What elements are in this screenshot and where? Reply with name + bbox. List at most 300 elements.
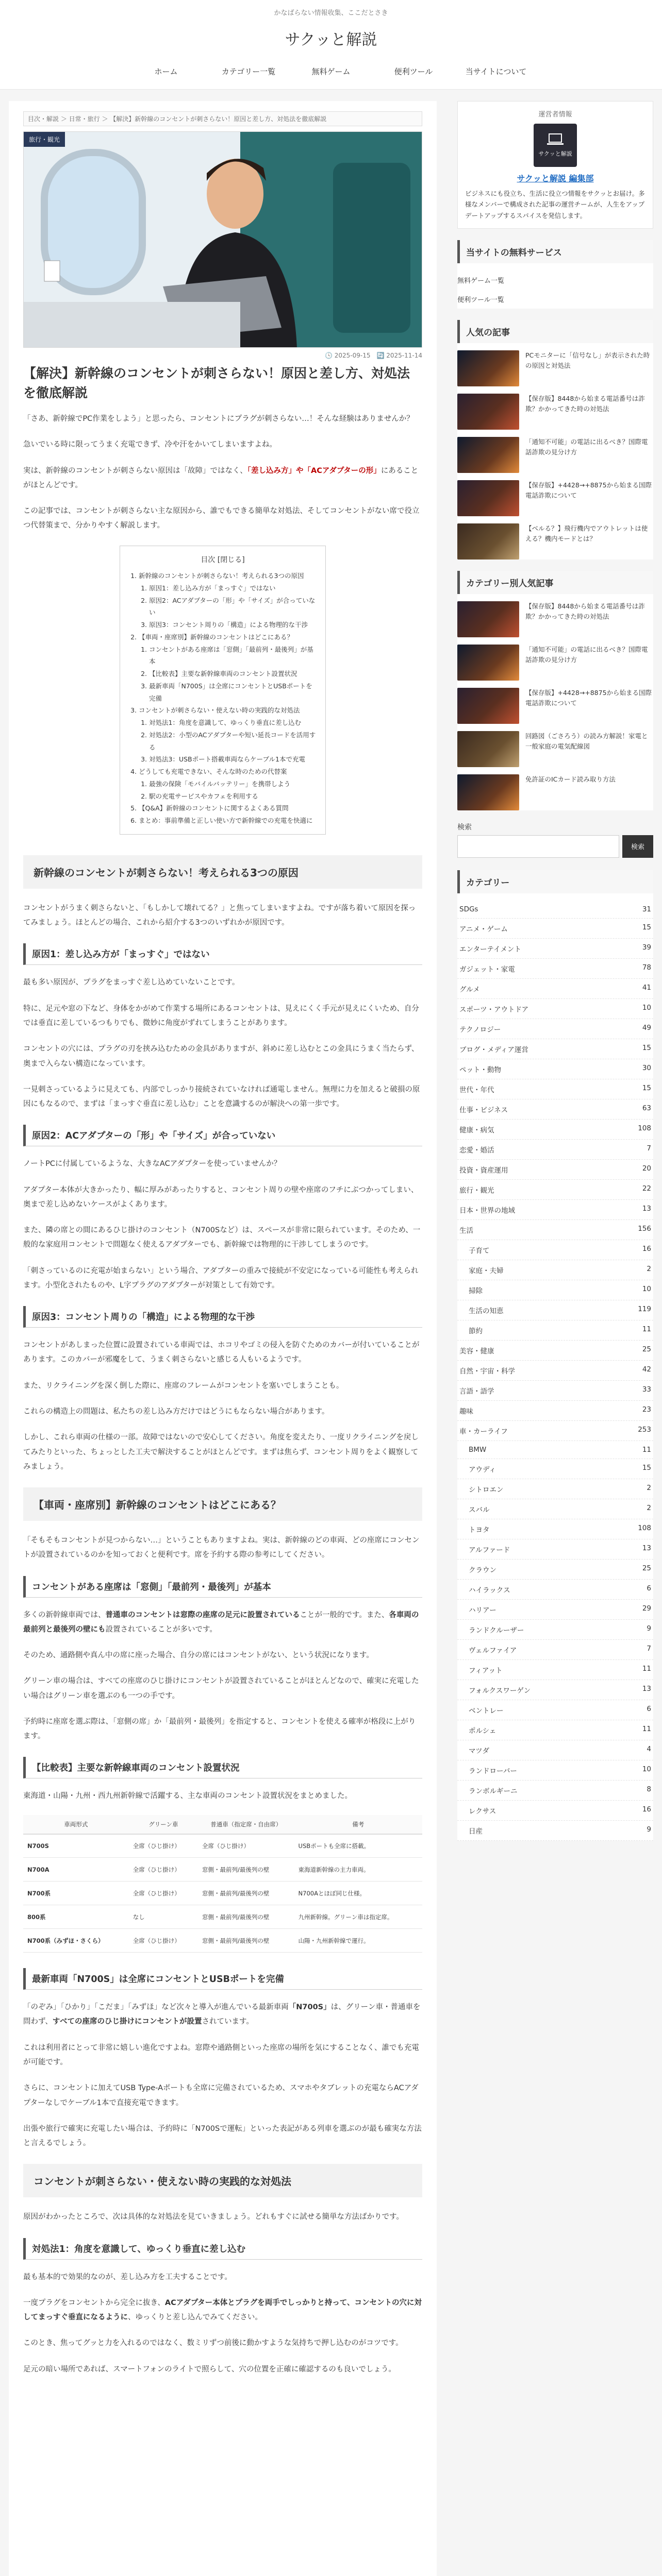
paragraph: 多くの新幹線車両では、普通車のコンセントは窓際の座席の足元に設置されていることが一般的です。また、各車両の最前列と最後列の壁にも設置されていることが多いです。 [23,1611,419,1634]
category-item[interactable] [457,999,653,1019]
category-name[interactable]: シトロエン [469,1485,504,1494]
post-thumbnail[interactable] [457,601,519,637]
paragraph: 特に、足元や窓の下など、身体をかがめて作業する場所にあるコンセントは、見えにくく手元が見えにくいため、自分では垂直に差しているつもりでも、微妙に角度がずれてしまうことがあります。 [23,1004,419,1027]
link-free-games[interactable]: 無料ゲーム一覧 [457,277,505,285]
toc-sublist [149,717,316,766]
category-count: 16 [642,1244,651,1253]
category-item[interactable] [457,1760,653,1781]
category-count: 29 [642,1604,651,1613]
category-item[interactable] [457,1421,653,1441]
category-item[interactable] [457,1519,653,1539]
paragraph: 「そもそもコンセントが見つからない…」ということもありますよね。実は、新幹線のどの車両、どの座席にコンセントが設置されているのかを知っておくと便利です。席を予約する際の参考にしてください。 [23,1536,420,1560]
category-count: 25 [642,1564,651,1572]
category-count: 31 [642,905,651,913]
category-count: 108 [638,1124,651,1132]
category-item[interactable] [457,1019,653,1039]
paragraph: アダプター本体が大きかったり、幅に厚みがあったりすると、コンセント周りの壁や座席のフチにぶつかってしまい、奥まで差し込めないケースがよくあります。 [23,1185,419,1209]
category-item[interactable] [457,1320,653,1341]
table-cell: 全席（ひじ掛け） [129,1858,198,1882]
category-name[interactable]: エンターテイメント [459,945,521,954]
popular-post[interactable] [457,437,653,473]
category-name[interactable]: ヴェルファイア [469,1646,517,1655]
category-name[interactable]: フィアット [469,1666,503,1675]
table-cell: N700Aとほぼ同じ仕様。 [294,1882,422,1905]
category-item[interactable] [457,1180,653,1200]
paragraph: また、隣の席との間にあるひじ掛けのコンセント（N700Sなど）は、スペースが非常に限られています。そのため、一般的な家庭用コンセントで問題なく使えるアダプターでも、新幹線では物理的に干渉してしまうのです。 [23,1226,421,1249]
categories-widget [457,870,653,1841]
table-header: 車両形式 [23,1815,129,1834]
subsection-heading: 原因3：コンセント周りの「構造」による物理的な干渉 [23,1306,422,1328]
toc-subitem[interactable]: 1. 原因1：差し込み方が「まっすぐ」ではない [149,582,316,595]
table-of-contents [120,546,326,835]
subsection-heading: コンセントがある座席は「窓側」「最前列・最後列」が基本 [23,1576,422,1598]
comparison-table [23,1815,422,1953]
table-cell: N700系 [23,1882,129,1905]
widget-title: カテゴリー別人気記事 [457,571,653,594]
widget-title: カテゴリー [457,870,653,893]
search-label: 検索 [457,823,472,832]
category-name[interactable]: ベントレー [469,1706,504,1715]
category-count: 10 [642,1284,651,1293]
category-count: 2 [647,1483,651,1492]
category-badge[interactable]: 旅行・観光 [24,132,65,147]
paragraph: 最も基本的で効果的なのが、差し込み方を工夫することです。 [23,2273,232,2281]
nav-tools[interactable]: 便利ツール [394,67,433,76]
post-thumbnail[interactable] [457,437,519,473]
category-item[interactable] [457,1160,653,1180]
nav-categories[interactable]: カテゴリー一覧 [221,67,276,76]
category-item[interactable] [457,1099,653,1120]
paragraph: これは利用者にとって非常に嬉しい進化ですよね。窓際や通路側といった座席の場所を気にすることなく、誰でも充電が可能です。 [23,2043,419,2066]
post-title[interactable]: 回路図（ごさろう）の読み方解説！家電と一般家庭の電気配線図 [525,732,648,750]
link-tools[interactable]: 便利ツール一覧 [457,296,504,304]
category-name[interactable]: 世代・年代 [459,1086,494,1094]
category-count: 30 [642,1063,651,1072]
category-item[interactable] [457,1220,653,1240]
laptop-icon [547,133,564,146]
toc-item[interactable]: 2. 【車両・座席別】新幹線のコンセントはどこにある？ [139,631,316,643]
category-count: 253 [638,1425,651,1434]
operator-profile [457,101,653,229]
toc-item[interactable]: 1. 新幹線のコンセントが刺さらない！考えられる3つの原因 [139,570,316,582]
category-count: 25 [642,1345,651,1353]
paragraph: 実は、新幹線のコンセントが刺さらない原因は「故障」ではなく、「差し込み方」や「ACアダプターの形」にあることがほとんどです。 [23,466,419,489]
category-count: 15 [642,923,651,931]
category-item[interactable] [457,1361,653,1381]
paragraph: この記事では、コンセントが刺さらない主な原因から、誰でもできる簡単な対処法、そしてコンセントがない席で役立つ代替策まで、分かりやすく解説します。 [23,507,420,530]
category-name[interactable]: 生活の知恵 [469,1307,504,1315]
paragraph: 一度プラグをコンセントから完全に抜き、ACアダプター本体とプラグを両手でしっかりと持って、コンセントの穴に対してまっすぐ垂直になるように、ゆっくりと差し込んでみてください。 [23,2298,422,2322]
category-count: 108 [638,1523,651,1532]
category-name[interactable]: ブログ・メディア運営 [459,1045,528,1054]
category-item[interactable] [457,1240,653,1260]
category-count: 7 [647,1144,651,1153]
category-item[interactable] [457,1740,653,1760]
category-item[interactable] [457,1479,653,1499]
category-count: 11 [642,1724,651,1733]
category-count: 4 [647,1744,651,1753]
category-count: 7 [647,1644,651,1653]
toc-sublist [149,582,316,631]
category-name[interactable]: 子育て [469,1246,490,1255]
category-name[interactable]: 車・カーライフ [459,1427,508,1436]
paragraph: また、リクライニングを深く倒した際に、座席のフレームがコンセントを塞いでしまうことも。 [23,1381,344,1390]
operator-name-link[interactable]: サクッと解説 編集部 [517,174,594,183]
category-name[interactable]: ランボルギーニ [469,1787,518,1795]
post-dates: 🕓 2025-09-15 🔄 2025-11-14 [325,352,422,359]
table-row [23,1929,422,1953]
table-cell: 山陽・九州新幹線で運行。 [294,1929,422,1953]
category-count: 9 [647,1825,651,1834]
category-count: 15 [642,1043,651,1052]
category-item[interactable] [457,1381,653,1401]
sidebar [457,101,653,2576]
post-thumbnail[interactable] [457,688,519,724]
category-count: 13 [642,1684,651,1693]
avatar: サクッと解説 [534,124,577,167]
category-item[interactable] [457,1560,653,1580]
category-popular-posts [457,571,653,810]
category-item[interactable] [457,1539,653,1560]
popular-post[interactable] [457,394,653,430]
post-thumbnail[interactable] [457,480,519,516]
hero-illustration [24,132,422,348]
post-title[interactable]: PCモニターに「信号なし」が表示された時の原因と対処法 [525,351,650,369]
table-cell: 窓側・最前列/最後列の壁 [198,1882,294,1905]
popular-post[interactable] [457,774,653,810]
category-item[interactable] [457,1680,653,1700]
category-count: 10 [642,1765,651,1773]
post-thumbnail[interactable] [457,394,519,430]
category-count: 9 [647,1624,651,1633]
toc-subitem[interactable]: 1. 最強の保険「モバイルバッテリー」を携帯しよう [149,778,316,790]
nav-home[interactable]: ホーム [154,67,178,76]
nav-about[interactable]: 当サイトについて [465,67,527,76]
category-item[interactable] [457,939,653,959]
category-item[interactable] [457,1459,653,1479]
table-cell: 九州新幹線。グリーン車は指定席。 [294,1905,422,1929]
category-name[interactable]: ポルシェ [469,1726,496,1735]
toc-subitem[interactable]: 2. 対処法2：小型のACアダプターや短い延長コードを活用する [149,729,316,754]
category-name[interactable]: アウディ [469,1465,496,1474]
table-cell: USBポートも全席に搭載。 [294,1834,422,1858]
subsection-heading: 最新車両「N700S」は全席にコンセントとUSBポートを完備 [23,1968,422,1990]
widget-title: 人気の記事 [457,320,653,343]
category-count: 63 [642,1104,651,1112]
global-nav [0,54,662,90]
category-name[interactable]: 言語・語学 [459,1387,494,1396]
widget-title: 当サイトの無料サービス [457,240,653,263]
popular-post[interactable] [457,480,653,516]
category-count: 15 [642,1083,651,1092]
popular-post[interactable] [457,601,653,637]
table-cell: 東海道新幹線の主力車両。 [294,1858,422,1882]
post-thumbnail[interactable] [457,731,519,767]
table-cell: 800系 [23,1905,129,1929]
category-name[interactable]: ランドクルーザー [469,1626,524,1635]
table-cell: N700S [23,1834,129,1858]
category-name[interactable]: 投資・資産運用 [459,1166,508,1175]
category-count: 2 [647,1264,651,1273]
section-heading: 新幹線のコンセントが刺さらない！考えられる3つの原因 [23,855,422,889]
category-item[interactable] [457,1821,653,1841]
search-input[interactable] [457,835,619,858]
table-cell: 全席（ひじ掛け） [129,1882,198,1905]
paragraph: 「さあ、新幹線でPC作業をしよう」と思ったら、コンセントにプラグが刺さらない…！そんな経験はありませんか？ [23,415,414,423]
post-title[interactable]: 【保存版】8448から始まる電話番号は詐欺？かかってきた時の対処法 [525,394,645,413]
toc-item[interactable]: 3. コンセントが刺さらない・使えない時の実践的な対処法 [139,704,316,717]
category-count: 10 [642,1003,651,1012]
table-cell: 全席（ひじ掛け） [129,1929,198,1953]
paragraph: 予約時に座席を選ぶ際は、「窓側の席」か「最前列・最後列」を指定すると、コンセントを使える確率が格段に上がります。 [23,1717,416,1741]
paragraph: グリーン車の場合は、すべての座席のひじ掛けにコンセントが設置されていることがほとんどなので、確実に充電したい場合はグリーン車を選ぶのも一つの手です。 [23,1677,419,1700]
category-item[interactable] [457,1620,653,1640]
popular-post[interactable] [457,688,653,724]
category-count: 11 [642,1445,651,1454]
category-name[interactable]: 掃除 [469,1286,483,1295]
category-name[interactable]: ガジェット・家電 [459,965,515,974]
paragraph: 足元の暗い場所であれば、スマートフォンのライトで照らして、穴の位置を正確に確認するのも良いでしょう。 [23,2365,396,2374]
category-name[interactable]: 自然・宇宙・科学 [459,1367,515,1376]
paragraph: このとき、焦ってグッと力を入れるのではなく、数ミリずつ前後に動かすような気持ちで押し込むのがコツです。 [23,2339,403,2348]
category-name[interactable]: 仕事・ビジネス [459,1106,508,1114]
category-item[interactable] [457,1260,653,1280]
category-name[interactable]: 生活 [459,1226,473,1235]
table-cell: なし [129,1905,198,1929]
table-cell: 窓側・最前列/最後列の壁 [198,1858,294,1882]
category-name[interactable]: ハリアー [469,1606,496,1615]
breadcrumb[interactable]: 目次・解説 ＞ 日常・旅行 ＞ 【解決】新幹線のコンセントが刺さらない！原因と差し方、対処法を徹底解説 [23,111,422,126]
toc-subitem[interactable]: 3. 原因3：コンセント周りの「構造」による物理的な干渉 [149,619,316,631]
table-row [23,1858,422,1882]
toc-subitem[interactable]: 1. コンセントがある座席は「窓側」「最前列・最後列」が基本 [149,643,316,668]
category-count: 23 [642,1405,651,1414]
post-title[interactable]: 免許証のICカード読み取り方法 [525,775,616,783]
category-name[interactable]: 日産 [469,1827,483,1836]
category-name[interactable]: レクサス [469,1807,496,1816]
category-item[interactable] [457,1660,653,1680]
subsection-heading: 原因2：ACアダプターの「形」や「サイズ」が合っていない [23,1125,422,1146]
category-item[interactable] [457,1280,653,1300]
table-cell: 全席（ひじ掛け） [198,1834,294,1858]
category-item[interactable] [457,1781,653,1801]
free-services [457,240,653,309]
category-count: 156 [638,1224,651,1233]
site-logo[interactable]: サクッと解説 [0,23,662,54]
toc-subitem[interactable]: 3. 対処法3：USBポート搭載車両ならケーブル1本で充電 [149,753,316,766]
paragraph: コンセントがうまく刺さらないと、「もしかして壊れてる？」と焦ってしまいますよね。ですが落ち着いて原因を探ってみましょう。ほとんどの場合、これから紹介する3つのいずれかが原因です。 [23,904,416,927]
section-heading: 【車両・座席別】新幹線のコンセントはどこにある？ [23,1487,422,1521]
post-thumbnail[interactable] [457,523,519,560]
category-item[interactable] [457,1120,653,1140]
post-title[interactable]: 【保存版】+4428→+8875から始まる国際電話詐欺について [525,688,652,707]
category-item[interactable] [457,1499,653,1519]
popular-post[interactable] [457,350,653,386]
category-count: 13 [642,1204,651,1213]
paragraph: ノートPCに付属しているような、大きなACアダプターを使っていませんか？ [23,1160,282,1168]
table-cell: N700系（みずほ・さくら） [23,1929,129,1953]
category-name[interactable]: テクノロジー [459,1025,501,1034]
hero-image [23,131,422,348]
paragraph: そのため、通路側や真ん中の席に座った場合、自分の席にはコンセントがない、という状況になります。 [23,1651,374,1660]
category-item[interactable] [457,1140,653,1160]
category-item[interactable] [457,1341,653,1361]
category-name[interactable]: SDGs [459,905,478,913]
category-name[interactable]: ランドローバー [469,1767,517,1775]
category-name[interactable]: 健康・病気 [459,1126,494,1134]
category-count: 41 [642,983,651,992]
category-count: 22 [642,1184,651,1193]
category-name[interactable]: 日本・世界の地域 [459,1206,515,1215]
table-cell: 窓側・最前列/最後列の壁 [198,1929,294,1953]
post-thumbnail[interactable] [457,350,519,386]
paragraph: 原因がわかったところで、次は具体的な対処法を見ていきましょう。どれもすぐに試せる簡単な方法ばかりです。 [23,2213,404,2222]
subsection-heading: 原因1：差し込み方が「まっすぐ」ではない [23,943,422,965]
category-item[interactable] [457,1441,653,1459]
category-name[interactable]: スバル [469,1505,490,1514]
category-count: 11 [642,1325,651,1333]
category-item[interactable] [457,979,653,999]
search-form [457,835,653,858]
category-item[interactable] [457,1600,653,1620]
category-item[interactable] [457,1580,653,1600]
category-name[interactable]: 恋愛・婚活 [459,1146,494,1155]
paragraph: 「のぞみ」「ひかり」「こだま」「みずほ」など次々と導入が進んでいる最新車両「N700S」は、グリーン車・普通車を問わず、すべての座席のひじ掛けにコンセントが設置されています。 [23,2003,421,2026]
category-name[interactable]: マツダ [469,1747,489,1755]
category-count: 13 [642,1544,651,1552]
toc-item[interactable]: 4. どうしても充電できない、そんな時のための代替案 [139,766,316,778]
table-cell: 窓側・最前列/最後列の壁 [198,1905,294,1929]
category-name[interactable]: フォルクスワーゲン [469,1686,531,1695]
category-count: 39 [642,943,651,952]
paragraph: 東海道・山陽・九州・西九州新幹線で活躍する、主な車両のコンセント設置状況をまとめました。 [23,1792,352,1801]
popular-post[interactable] [457,523,653,560]
category-count: 16 [642,1805,651,1814]
post-title[interactable]: 【保存版】8448から始まる電話番号は詐欺？かかってきた時の対処法 [525,602,645,620]
toc-subitem[interactable]: 2. 原因2：ACアダプターの「形」や「サイズ」が合っていない [149,595,316,619]
category-name[interactable]: アニメ・ゲーム [459,925,508,934]
category-count: 20 [642,1164,651,1173]
category-item[interactable] [457,1079,653,1099]
category-name[interactable]: アルファード [469,1546,510,1554]
category-name[interactable]: 趣味 [459,1407,473,1416]
category-item[interactable] [457,1200,653,1220]
category-count: 42 [642,1365,651,1374]
category-count: 78 [642,963,651,972]
category-name[interactable]: ペット・動物 [459,1065,501,1074]
operator-description: ビジネスにも役立ち、生活に役立つ情報をサクッとお届け。多様なメンバーで構成された記事の運営チームが、人生をアップデートアップするスパイスを発信します。 [465,190,645,219]
table-cell: 全席（ひじ掛け） [129,1834,198,1858]
category-name[interactable]: 旅行・観光 [459,1186,494,1195]
popular-post[interactable] [457,731,653,767]
paragraph: 一見刺さっているように見えても、内部でしっかり接続されていなければ通電しません。無理に力を加えると破損の原因にもなるので、まずは「まっすぐ垂直に差し込む」ことを意識するのが解決への第一歩です。 [23,1085,420,1109]
category-item[interactable] [457,1700,653,1720]
category-name[interactable]: BMW [469,1445,487,1454]
category-name[interactable]: グルメ [459,985,480,994]
category-name[interactable]: スポーツ・アウトドア [459,1005,529,1014]
post-title[interactable]: 「通知不可能」の電話に出るべき？国際電話詐欺の見分け方 [525,645,648,664]
toc-subitem[interactable]: 2. 駅の充電サービスやカフェを利用する [149,790,316,803]
category-item[interactable] [457,1401,653,1421]
post-thumbnail[interactable] [457,645,519,681]
category-item[interactable] [457,959,653,979]
search-button[interactable]: 検索 [622,835,653,858]
article-main [9,101,437,2576]
category-name[interactable]: ハイラックス [469,1586,510,1595]
toc-subitem[interactable]: 1. 対処法1：角度を意識して、ゆっくり垂直に差し込む [149,717,316,729]
toc-sublist [149,778,316,803]
category-name[interactable]: 家庭・夫婦 [469,1266,504,1275]
category-count: 49 [642,1023,651,1032]
category-item[interactable] [457,919,653,939]
category-name[interactable]: トヨタ [469,1526,490,1534]
nav-free-games[interactable]: 無料ゲーム [311,67,351,76]
category-count: 8 [647,1785,651,1793]
category-item[interactable] [457,1640,653,1660]
category-count: 33 [642,1385,651,1394]
toc-item[interactable]: 6. まとめ：事前準備と正しい使い方で新幹線での充電を快適に [139,815,316,827]
category-item[interactable] [457,901,653,919]
paragraph: コンセントの穴には、プラグの刃を挟み込むための金具がありますが、斜めに差し込むとこの金具にうまく当たらず、奥まで入らない構造になっています。 [23,1045,419,1068]
category-item[interactable] [457,1059,653,1079]
toc-sublist [149,643,316,705]
category-item[interactable] [457,1039,653,1059]
category-count: 2 [647,1503,651,1512]
paragraph: 「刺さっているのに充電が始まらない」という場合、アダプターの重みで接続が不安定になっている可能性も考えられます。小型化されたものや、L字プラグのアダプターが対策として有効です。 [23,1266,419,1290]
operator-title: 運営者情報 [538,111,572,118]
subsection-heading: 【比較表】主要な新幹線車両のコンセント設置状況 [23,1757,422,1778]
toc-subitem[interactable]: 3. 最新車両「N700S」は全席にコンセントとUSBポートを完備 [149,680,316,705]
paragraph: 出張や旅行で確実に充電したい場合は、予約時に「N700Sで運転」といった表記がある列車を選ぶのが最も確実な方法と言えるでしょう。 [23,2124,422,2148]
post-title[interactable]: 【保存版】+4428→+8875から始まる国際電話詐欺について [525,481,652,499]
paragraph: これらの構造上の問題は、私たちの差し込み方だけではどうにもならない場合があります。 [23,1407,329,1416]
paragraph: コンセントがあしまった位置に設置されている車両では、ホコリやゴミの侵入を防ぐためのカバーが付いていることがあります。このカバーが邪魔をして、うまく刺さらないと感じる人もいるようです。 [23,1341,420,1364]
table-row [23,1834,422,1858]
toc-subitem[interactable]: 2. 【比較表】主要な新幹線車両のコンセント設置状況 [149,668,316,680]
category-count: 119 [638,1304,651,1313]
article-title: 【解決】新幹線のコンセントが刺さらない！原因と差し方、対処法を徹底解説 [23,366,410,400]
toc-title[interactable]: 目次 [閉じる] [201,555,245,564]
post-title[interactable]: 「通知不可能」の電話に出るべき？国際電話詐欺の見分け方 [525,437,648,456]
category-count: 6 [647,1584,651,1592]
table-header: グリーン車 [129,1815,198,1834]
paragraph: しかし、これら車両の仕様の一部。故障ではないので安心してください。角度を変えたり、一度リクライニングを戻してみたりといった、ちょっとした工夫で解決することがほとんどです。まずは焦らず、コンセント周りをよく観察してみましょう。 [23,1433,419,1471]
popular-posts [457,320,653,560]
category-count: 15 [642,1463,651,1472]
category-item[interactable] [457,1720,653,1740]
paragraph: 急いでいる時に限ってうまく充電できず、冷や汗をかいてしまいますよね。 [23,440,277,449]
category-name[interactable]: クラウン [469,1566,496,1574]
category-item[interactable] [457,1300,653,1320]
paragraph: さらに、コンセントに加えてUSB Type-Aポートも全席に完備されているため、スマホやタブレットの充電ならACアダプターなしでケーブル1本で直接充電できます。 [23,2084,419,2107]
table-row [23,1882,422,1905]
category-count: 11 [642,1664,651,1673]
post-thumbnail[interactable] [457,774,519,810]
popular-post[interactable] [457,645,653,681]
category-name[interactable]: 節約 [469,1327,483,1335]
subsection-heading: 対処法1：角度を意識して、ゆっくり垂直に差し込む [23,2238,422,2260]
category-count: 6 [647,1704,651,1713]
table-row [23,1905,422,1929]
category-item[interactable] [457,1801,653,1821]
table-header: 普通車（指定席・自由席） [198,1815,294,1834]
table-header: 備考 [294,1815,422,1834]
toc-item[interactable]: 5. 【Q&A】新幹線のコンセントに関するよくある質問 [139,802,316,815]
table-cell: N700A [23,1858,129,1882]
post-title[interactable]: 【ベルる？】飛行機内でアウトレットは使える？機内モードとは？ [525,524,648,543]
category-name[interactable]: 美容・健康 [459,1347,494,1355]
site-tagline: かなばらない情報收集、ここだとさき [0,0,662,23]
